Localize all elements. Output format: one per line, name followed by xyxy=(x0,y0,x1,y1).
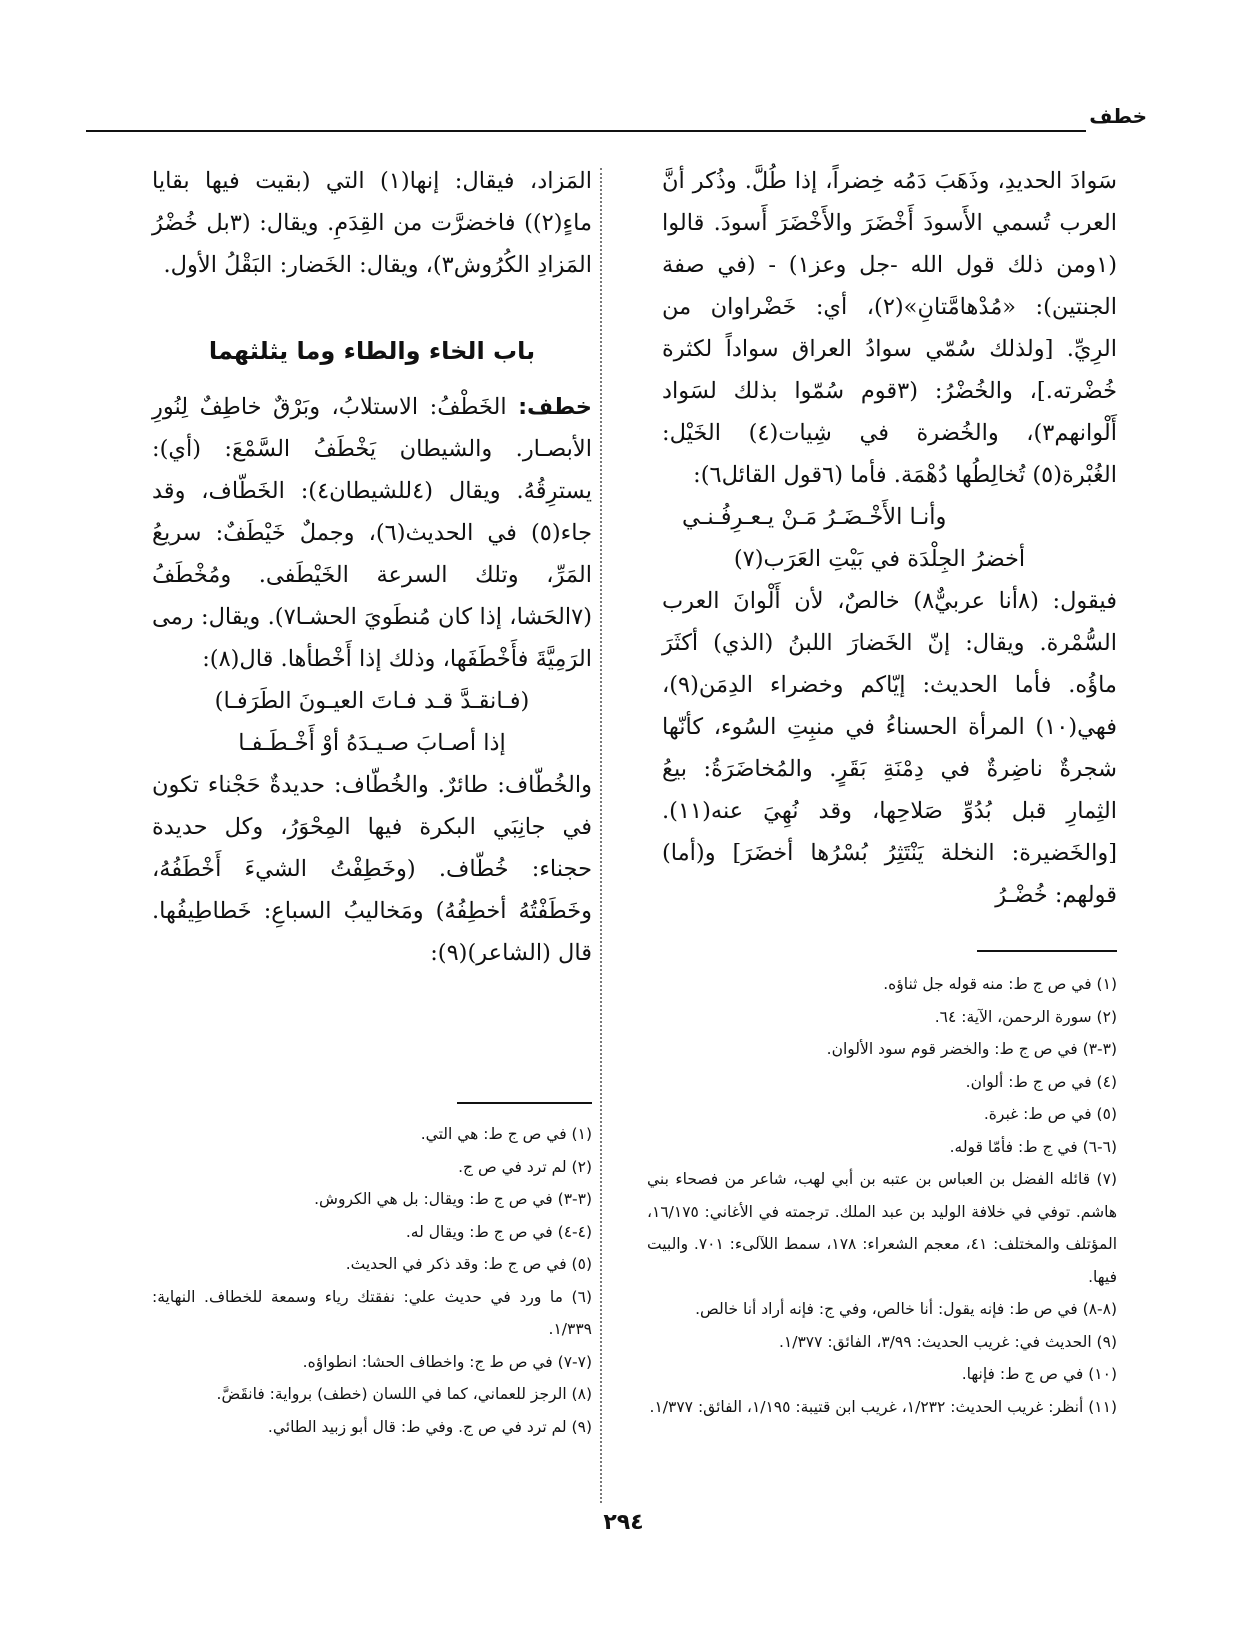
left-paragraph-2 xyxy=(152,386,592,680)
footnotes-rule-right xyxy=(977,950,1117,952)
header-rule xyxy=(86,130,1086,132)
footnote-item: (٨) الرجز للعماني، كما في اللسان (خطف) برواية: فانقَضَّ. xyxy=(216,1385,592,1403)
right-paragraph-1: سَوادَ الحديدِ، وذَهَبَ دَمُه خِضراً، إذا طُلَّ. وذُكر أنَّ العرب تُسمي الأَسودَ أَخْضَرَ والأَخْضَرَ أَسودَ. قالوا (١ومن ذلك قول الله -جل وعز١) - (في صفة الجنتين): «مُدْهامَّتانِ»(٢)، أي: خَضْراوان من الرِيِّ. [ولذلك سُمّي سوادُ العراق سواداً لكثرة خُضْرته.]، والخُضْرُ: (٣قوم سُمّوا بذلك لسَواد أَلْوانهم٣)، والخُضرة في شِيات(٤) الخَيْل: الغُبْرة(٥) تُخالِطُها دُهْمَة. فأما (٦قول القائل٦): xyxy=(662,168,1118,488)
section-title: باب الخاء والطاء وما يثلثهما xyxy=(208,337,536,365)
footnote-item: (٤) في ص ج ط: ألوان. xyxy=(965,1072,1117,1091)
footnotes-left xyxy=(152,1118,592,1443)
footnote-item: (٣-٣) في ص ج ط: ويقال: بل هي الكروش. xyxy=(314,1190,592,1208)
right-verse-2: أخضرُ الجِلْدَة في بَيْتِ العَرَب(٧) xyxy=(733,546,1026,572)
footnote-item: (١٠) في ص ج ط: فإنها. xyxy=(961,1365,1117,1383)
footnote-item: (٢) سورة الرحمن، الآية: ٦٤. xyxy=(934,1007,1117,1026)
running-header: خطف xyxy=(1089,104,1147,128)
page-number: ٢٩٤ xyxy=(603,1510,644,1535)
footnote-item: (٦) ما ورد في حديث علي: نفقتك رياء وسمعة للخطاف. النهاية: ١/٣٣٩. xyxy=(152,1287,592,1338)
footnote-item: (٥) في ص ج ط: وقد ذكر في الحديث. xyxy=(345,1255,592,1273)
footnote-item: (٨-٨) في ص ط: فإنه يقول: أنا خالص، وفي ج: فإنه أراد أنا خالص. xyxy=(695,1300,1117,1318)
entry-headword: خطف: xyxy=(518,394,592,420)
footnote-item: (٢) لم ترد في ص ج. xyxy=(458,1157,592,1176)
footnote-item: (٧-٧) في ص ط ج: واخطاف الحشا: انطواؤه. xyxy=(302,1352,592,1371)
footnote-item: (١) في ص ج ط: منه قوله جل ثناؤه. xyxy=(883,975,1117,993)
footnotes-rule-left xyxy=(457,1102,592,1104)
footnote-item: (١١) أنظر: غريب الحديث: ١/٢٣٢، غريب ابن قتيبة: ١/١٩٥، الفائق: ١/٣٧٧. xyxy=(649,1397,1117,1416)
footnote-item: (١) في ص ج ط: هي التي. xyxy=(420,1125,592,1143)
left-verse-1: (فـانقـدَّ قـد فـاتَ العيـونَ الطَرَفـا) xyxy=(214,688,530,714)
footnote-item: (٣-٣) في ص ج ط: والخضر قوم سود الألوان. xyxy=(826,1040,1117,1058)
footnotes-right xyxy=(647,968,1117,1423)
footnote-item: (٩) الحديث في: غريب الحديث: ٣/٩٩، الفائق: ١/٣٧٧. xyxy=(778,1332,1117,1351)
footnote-item: (٤-٤) في ص ج ط: ويقال له. xyxy=(405,1222,592,1241)
entry-text: الخَطْفُ: الاستلابُ، وبَرْقٌ خاطِفٌ لِنُورِ الأبصـار. والشيطان يَخْطَفُ السَّمْعَ: (أي): يسترِقُهُ. ويقال (٤للشيطان٤): الخَطّاف، وقد جاء(٥) في الحديث(٦)، وجملٌ خَيْطَفٌ: سريعُ المَرِّ، وتلك السرعة الخَيْطَفى. ومُخْطَفُ (٧الحَشا، إذا كان مُنطَويَ الحشـا٧). ويقال: رمى الرَمِيَّةَ فأَخْطَفَها، وذلك إذا أَخْطأها. قال(٨): xyxy=(152,394,593,672)
right-paragraph-2: فيقول: (٨أنا عربيٌّ٨) خالصٌ، لأن أَلْوانَ العرب السُّمْرة. ويقال: إنّ الخَضارَ اللبنُ (الذي) أكثَرَ ماؤُه. فأما الحديث: إيّاكم وخضراء الدِمَن(٩)، فهي(١٠) المرأة الحسناءُ في منبِتِ السُوء، كأنّها شجرةٌ ناضِرةٌ في دِمْنَةِ بَقَرٍ. والمُخاضَرَةُ: بيعُ الثِمارِ قبل بُدُوِّ صَلاحِها، وقد نُهِيَ عنه(١١). [والخَضيرة: النخلة يَنْتَثِرُ بُسْرُها أخضَرَ] و(أما) قولهم: خُضْـرُ xyxy=(662,588,1117,908)
left-paragraph-3: والخُطّاف: طائرٌ. والخُطّاف: حديدةٌ حَجْناء تكون في جانِبَي البكرة فيها المِحْوَرُ، وكل حديدة حجناء: خُطّاف. (وخَطِفْتُ الشيءَ أَخْطَفُهُ، وخَطَفْتُهُ أخطِفُهُ) ومَخاليبُ السباعِ: خَطاطِيفُها. قال (الشاعر)(٩): xyxy=(152,772,592,966)
right-verse-1: وأنـا الأَخْـضَـرُ مَـنْ يـعـرِفُـنـي xyxy=(682,504,947,530)
left-verse-2: إذا أصـابَ صـيـدَهُ أوْ أَخْـطَـفـا xyxy=(238,730,506,756)
footnote-item: (٥) في ص ط: غبرة. xyxy=(983,1105,1117,1123)
left-paragraph-1: المَزاد، فيقال: إنها(١) التي (بقيت فيها بقايا ماءٍ(٢)) فاخضرَّت من القِدَمِ. ويقال: (٣بل خُضْرُ المَزادِ الكُرُوش٣)، ويقال: الخَضار: البَقْلُ الأول. xyxy=(152,168,592,278)
column-divider xyxy=(600,168,602,1503)
footnote-item: (٦-٦) في ج ط: فأمّا قوله. xyxy=(949,1137,1117,1156)
right-column xyxy=(662,160,1117,916)
left-column xyxy=(152,160,592,974)
footnote-item: (٧) قائله الفضل بن العباس بن عتبه بن أبي لهب، شاعر من فصحاء بني هاشم. توفي في خلافة الوليد بن عبد الملك. ترجمته في الأغاني: ١٦/١٧٥، المؤتلف والمختلف: ٤١، معجم الشعراء: ١٧٨، سمط اللآلىء: ٧٠١. والبيت فيها. xyxy=(647,1170,1117,1286)
footnote-item: (٩) لم ترد في ص ج. وفي ط: قال أبو زبيد الطائي. xyxy=(267,1417,592,1436)
